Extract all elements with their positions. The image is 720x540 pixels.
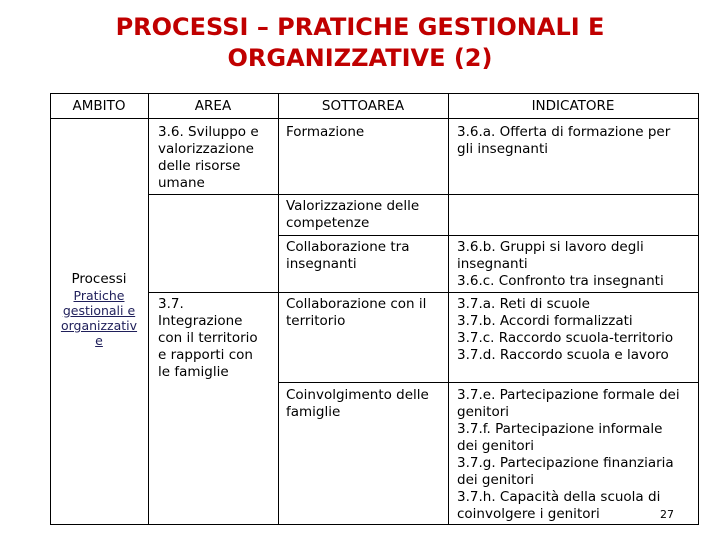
indicator-line: 3.6.a. Offerta di formazione per [457, 124, 671, 140]
header-ambito: AMBITO [72, 98, 126, 114]
area-3-6-line: valorizzazione [158, 141, 254, 157]
row-divider-1 [148, 194, 699, 195]
subarea-line: Valorizzazione delle [286, 198, 420, 214]
row-divider-3 [148, 292, 699, 293]
subarea-line: insegnanti [286, 256, 357, 272]
subarea-line: Collaborazione con il [286, 296, 427, 312]
ambito-subtitle-line: organizzativ [60, 318, 138, 333]
subarea-valorizzazione [286, 198, 446, 232]
area-3-7-line: 3.7. [158, 296, 184, 312]
page-title [0, 12, 720, 74]
indicator-line: dei genitori [457, 472, 534, 488]
page-number: 27 [660, 508, 674, 521]
indicator-3-6-a [457, 124, 697, 158]
subarea-line: famiglie [286, 404, 341, 420]
area-3-6 [158, 124, 276, 192]
page-title-line-1: PROCESSI – PRATICHE GESTIONALI E [115, 13, 605, 41]
ambito-subtitle-line: Pratiche [73, 288, 125, 303]
indicator-line: insegnanti [457, 256, 528, 272]
indicator-line: 3.6.b. Gruppi si lavoro degli [457, 239, 644, 255]
indicator-3-7-efgh [457, 387, 697, 523]
area-3-7-line: le famiglie [158, 364, 229, 380]
indicator-line: 3.7.a. Reti di scuole [457, 296, 590, 312]
table-border-bottom [50, 524, 699, 525]
ambito-subtitle [50, 288, 148, 348]
area-3-7-line: e rapporti con [158, 347, 253, 363]
area-3-7 [158, 296, 276, 381]
indicator-line: 3.7.c. Raccordo scuola-territorio [457, 330, 674, 346]
area-3-6-line: delle risorse [158, 158, 241, 174]
ambito-cell [50, 271, 148, 348]
subarea-formazione [286, 124, 446, 141]
header-indicatore: INDICATORE [531, 98, 615, 114]
indicator-line: 3.7.b. Accordi formalizzati [457, 313, 633, 329]
area-3-6-line: 3.6. Sviluppo e [158, 124, 259, 140]
table-border-top [50, 93, 699, 94]
indicator-line: 3.7.h. Capacità della scuola di [457, 489, 661, 505]
header-area: AREA [194, 98, 232, 114]
row-divider-2 [278, 235, 699, 236]
subarea-collaborazione-insegnanti [286, 239, 446, 273]
table-divider-sottoarea [448, 93, 449, 525]
table-border-right [698, 93, 699, 525]
indicator-line: dei genitori [457, 438, 534, 454]
indicator-line: 3.6.c. Confronto tra insegnanti [457, 273, 664, 289]
table-divider-area [278, 93, 279, 525]
area-3-7-line: Integrazione [158, 313, 243, 329]
table-header-bottom [50, 118, 699, 119]
indicator-line: 3.7.e. Partecipazione formale dei [457, 387, 680, 403]
ambito-subtitle-line: e [95, 333, 103, 348]
indicator-3-7-abcd [457, 296, 697, 364]
subarea-collaborazione-territorio [286, 296, 446, 330]
area-3-7-line: con il territorio [158, 330, 258, 346]
row-divider-4 [278, 382, 699, 383]
indicator-line: coinvolgere i genitori [457, 506, 600, 522]
subarea-line: Formazione [286, 124, 365, 140]
header-sottoarea: SOTTOAREA [321, 98, 405, 114]
indicator-line: genitori [457, 404, 510, 420]
indicator-3-6-bc [457, 239, 697, 290]
indicator-line: 3.7.g. Partecipazione finanziaria [457, 455, 674, 471]
subarea-line: territorio [286, 313, 346, 329]
subarea-line: competenze [286, 215, 370, 231]
area-3-6-line: umane [158, 175, 205, 191]
subarea-line: Coinvolgimento delle [286, 387, 429, 403]
indicator-line: gli insegnanti [457, 141, 549, 157]
subarea-coinvolgimento [286, 387, 446, 421]
indicator-line: 3.7.f. Partecipazione informale [457, 421, 663, 437]
ambito-subtitle-line: gestionali e [62, 303, 136, 318]
page-title-line-2: ORGANIZZATIVE (2) [227, 44, 493, 72]
ambito-title: Processi [71, 271, 127, 287]
indicator-line: 3.7.d. Raccordo scuola e lavoro [457, 347, 669, 363]
subarea-line: Collaborazione tra [286, 239, 410, 255]
table-divider-ambito [148, 93, 149, 525]
